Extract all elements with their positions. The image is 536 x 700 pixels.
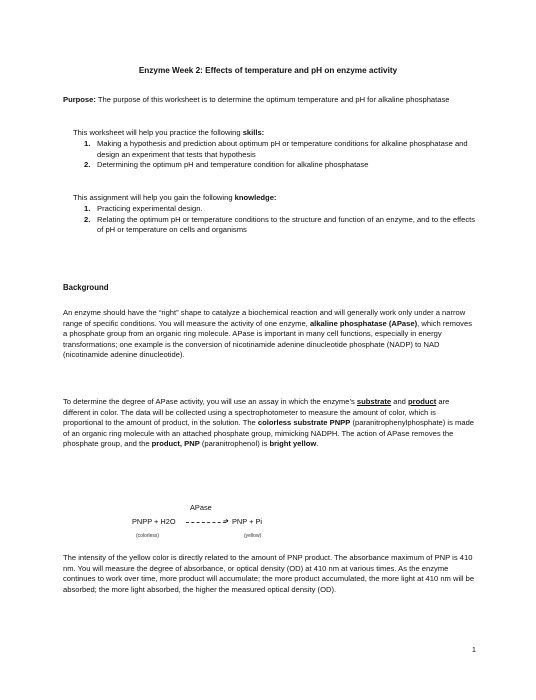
list-item: [84, 139, 476, 160]
list-number: 1.: [84, 204, 91, 213]
p2-color-term: bright yellow: [269, 439, 317, 449]
knowledge-list: [84, 204, 476, 236]
p2-product-term: product: [408, 397, 437, 406]
reactant-color-note: (colorless): [136, 533, 160, 539]
p2-substrate-name: colorless substrate PNPP: [257, 418, 351, 428]
background-paragraph-2: [63, 397, 475, 450]
list-text: Practicing experimental design.: [97, 204, 203, 213]
purpose-text: The purpose of this worksheet is to determine the optimum temperature and pH for alkaline phosphatase: [95, 95, 450, 104]
product-color-note: (yellow): [244, 533, 262, 539]
knowledge-intro-text: This assignment will help you gain the following: [73, 193, 235, 202]
p2-substrate-term: substrate: [356, 397, 392, 406]
reaction-enzyme-label: APase: [190, 503, 212, 512]
page-title: Enzyme Week 2: Effects of temperature and pH on enzyme activity: [138, 66, 398, 75]
knowledge-keyword: knowledge:: [234, 193, 277, 202]
reaction-reactants: PNPP + H2O: [132, 517, 176, 526]
page-number: 1: [471, 645, 476, 654]
list-item: [84, 204, 476, 215]
reaction-arrow: [186, 522, 226, 523]
purpose-label: Purpose:: [63, 95, 96, 104]
list-item: [84, 215, 476, 236]
p2-text-b: are different in color. The data will be collected using a spectrophotometer to measure the amount of color, which is proportional to the amount of product, in the solution. The: [63, 397, 450, 428]
arrow-head-icon: ➔: [223, 518, 229, 525]
p1-enzyme-name: alkaline phosphatase (APase): [309, 318, 418, 328]
list-text: Relating the optimum pH or temperature conditions to the structure and function of an enzyme, and to the effects of pH or temperature on cells and organisms: [97, 214, 476, 235]
skills-intro-text: This worksheet will help you practice the following: [73, 128, 243, 137]
list-item: [84, 160, 476, 171]
list-text: Determining the optimum pH and temperature condition for alkaline phosphatase: [97, 160, 369, 170]
p2-and: and: [391, 397, 408, 406]
background-paragraph-1: [63, 308, 475, 361]
list-text: Making a hypothesis and prediction about optimum pH or temperature conditions for alkaline phosphatase and design an experiment that tests that hypothesis: [97, 139, 468, 159]
list-number: 2.: [84, 160, 91, 170]
list-number: 1.: [84, 139, 91, 148]
p2-text-f: (paranitrophenol) is: [199, 439, 270, 449]
background-heading: Background: [63, 283, 109, 292]
p1-text-a: An enzyme should have the “right” shape to catalyze a biochemical reaction and will generally work only under a narrow range of specific conditions. You will measure the activity of one enzyme,: [63, 308, 466, 328]
p2-text-d: (paranitrophenylphosphate) is made of an organic ring molecule with an attached phosphate group, mimicking NADPH. The action of APase removes the phosphate group, and the: [63, 418, 475, 449]
skills-list: [84, 139, 476, 171]
p2-text-a: To determine the degree of APase activity, you will use an assay in which the enzyme’s: [63, 397, 357, 406]
p2-product-name: product, PNP: [151, 439, 200, 449]
reaction-products: PNP + Pi: [232, 517, 263, 526]
background-paragraph-3: The intensity of the yellow color is directly related to the amount of PNP product. The absorbance maximum of PNP is 410 nm. You will measure the degree of absorbance, or optical density (OD) at 410 nm at various times. As the enzyme continues to work over time, more product will accumulate; the more product accumulated, the more light at 410 nm will be absorbed; the more light absorbed, the higher the measured optical density (OD).: [63, 553, 475, 594]
skills-keyword: skills:: [242, 128, 265, 137]
knowledge-intro: [73, 193, 276, 204]
purpose-paragraph: [63, 95, 475, 106]
p2-text-h: .: [316, 439, 319, 449]
p1-text-c: , which removes a phosphate group from an organic ring molecule. APase is important in many cell functions, especially in energy transformations; one example is the conversion of nicotinamide adenine dinucleotide phosphate (NADP) to NAD (nicotinamide adenine dinucleotide).: [63, 318, 473, 360]
list-number: 2.: [84, 214, 91, 224]
skills-intro: [73, 128, 264, 139]
